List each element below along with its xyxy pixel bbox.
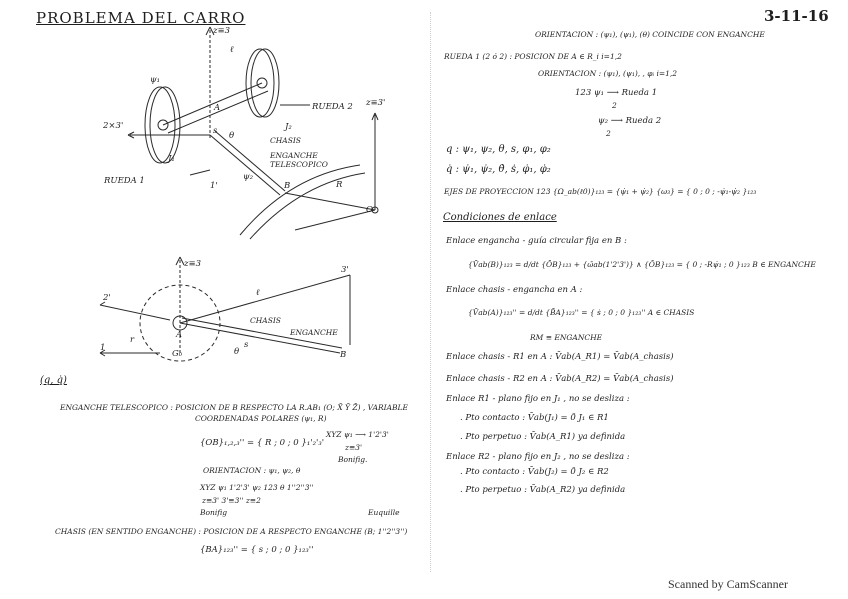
sketch2-z3: z≡3 bbox=[184, 259, 202, 269]
sketch1-rueda2: RUEDA 2 bbox=[312, 102, 353, 112]
scanner-watermark: Scanned by CamScanner bbox=[668, 577, 788, 591]
right-eq1: {V̄ab(B)}₁₂₃ = d/dt {ŌB}₁₂₃ + {ω̄ab(1'2'3')} ∧ {ŌB}₁₂₃ = { 0 ; -Rψ̇₁ ; 0 }₁₂₃ B ∈ ENGANCHE bbox=[468, 260, 816, 269]
right-pto-perpetuo1: . Pto perpetuo : V̄ab(A_R1) ya definida bbox=[460, 432, 626, 442]
sketch2-enganche: ENGANCHE bbox=[290, 328, 338, 337]
left-bonifig2: Bonifig bbox=[200, 508, 228, 517]
right-chain2-sub: 2 bbox=[606, 129, 611, 138]
sketch1-r: R bbox=[336, 180, 343, 190]
sketch1-z3p: z≡3' bbox=[366, 98, 386, 108]
sketch2-theta: θ bbox=[234, 347, 240, 357]
right-chasis-r2: Enlace chasis - R2 en A : V̄ab(A_R2) = V̄ab(A_chasis) bbox=[446, 374, 674, 384]
left-chasis-line: CHASIS (EN SENTIDO ENGANCHE) : POSICION DE A RESPECTO ENGANCHE (B; 1''2''3'') bbox=[55, 527, 408, 536]
right-q-line: q : ψ₁, ψ₂, θ, s, φ₁, φ₂ bbox=[446, 144, 551, 155]
wheel-2-sketch bbox=[251, 49, 279, 117]
sketch2-s: s bbox=[244, 340, 249, 350]
sketch2-g: G₀ bbox=[172, 349, 183, 359]
right-chain2: ψ₂ ⟶ Rueda 2 bbox=[598, 116, 662, 126]
left-z-eq: z≡3' bbox=[345, 443, 363, 452]
left-orient-line: ORIENTACION : ψ₁, ψ₂, θ bbox=[203, 466, 301, 475]
sketch1-l: ℓ bbox=[230, 45, 234, 55]
sketch1-z3: z≡3 bbox=[213, 26, 231, 36]
right-orientacion: ORIENTACION : (ψ₁), (ψ₁), (θ) COINCIDE CON ENGANCHE bbox=[535, 30, 765, 39]
right-enlace2: Enlace chasis - engancha en A : bbox=[446, 285, 583, 295]
sketch1-a: A bbox=[214, 103, 221, 113]
left-ba-vec: {BA}₁₂₃'' = { s ; 0 ; 0 }₁₂₃'' bbox=[200, 545, 314, 555]
sketch1-psi2: ψ₂ bbox=[243, 172, 254, 182]
sketch2-1: 1 bbox=[100, 343, 106, 353]
cart-3d-sketch bbox=[90, 25, 430, 240]
sketch2-2p: 2' bbox=[103, 293, 111, 303]
left-enganche-line: ENGANCHE TELESCOPICO : POSICION DE B RESPECTO LA R.AB₁ (O; X̄ Ȳ Z̄) , VARIABLE bbox=[60, 403, 408, 412]
left-chain-sub: z≡3' 3'≡3'' z≡2 bbox=[202, 496, 261, 505]
sketch1-j1: J₁ bbox=[168, 154, 175, 164]
sketch1-o: O bbox=[366, 205, 373, 215]
sketch2-a: A bbox=[176, 330, 183, 340]
left-chain-line: XYZ ψ₁ 1'2'3' ψ₂ 123 θ 1''2''3'' bbox=[200, 483, 314, 492]
left-coord-line: COORDENADAS POLARES (ψ₁, R) bbox=[195, 414, 327, 423]
sketch1-enganche: ENGANCHE TELESCOPICO bbox=[270, 151, 328, 169]
right-enlace1: Enlace engancha - guía circular fija en B : bbox=[446, 236, 627, 246]
left-xyz-line: XYZ ψ₁ ⟶ 1'2'3' bbox=[326, 430, 389, 439]
sketch2-3p: 3' bbox=[341, 265, 349, 275]
right-chain1: 123 ψ₁ ⟶ Rueda 1 bbox=[575, 88, 658, 98]
right-orient2: ORIENTACION : (ψ₁), (ψ₁), , φᵢ i=1,2 bbox=[538, 69, 678, 78]
sketch1-chasis: CHASIS bbox=[270, 136, 301, 145]
cart-top-sketch bbox=[100, 255, 430, 370]
page-date: 3-11-16 bbox=[764, 7, 829, 25]
left-euquille: Euquille bbox=[368, 508, 400, 517]
right-pto-contacto1: . Pto contacto : V̄ab(J₁) = 0̄ J₁ ∈ R1 bbox=[460, 413, 609, 423]
page-title: PROBLEMA DEL CARRO bbox=[36, 9, 246, 27]
sketch1-1p: 1' bbox=[210, 181, 218, 191]
sketch1-rueda1: RUEDA 1 bbox=[104, 176, 145, 186]
sketch1-2x3p: 2×3' bbox=[103, 121, 124, 131]
left-tag: (q, q̇) bbox=[40, 375, 67, 386]
sketch2-chasis: CHASIS bbox=[250, 316, 281, 325]
left-ob-vec: {OB}₁,₂,₃'' = { R ; 0 ; 0 }₁'₂'₃' bbox=[200, 438, 325, 448]
right-ejes: EJES DE PROYECCION 123 {Ω_ab(ℓ0)}₁₂₃ = {ψ̇₁ + ψ̇₂} {ω₃} = { 0 ; 0 ; -ψ̇₁-ψ̇₂ }₁₂₃ bbox=[444, 187, 757, 196]
column-divider bbox=[430, 12, 431, 572]
sketch1-s: s bbox=[213, 126, 218, 136]
right-qdot-line: q̇ : ψ̇₁, ψ̇₂, θ̇, ṡ, φ̇₁, φ̇₂ bbox=[446, 164, 551, 175]
right-r2-plano: Enlace R2 - plano fijo en J₂ , no se desliza : bbox=[446, 452, 630, 462]
right-eq2: {V̄ab(A)}₁₂₃'' = d/dt {B̄A}₁₂₃'' = { ṡ ; 0 ; 0 }₁₂₃'' A ∈ CHASIS bbox=[468, 308, 695, 317]
right-cond-title: Condiciones de enlace bbox=[443, 212, 557, 223]
sketch2-ell: ℓ bbox=[256, 288, 260, 298]
right-rueda-line: RUEDA 1 (2 ó 2) : POSICION DE A ∈ R_i i=1,2 bbox=[444, 52, 622, 61]
sketch1-j2: J₂ bbox=[285, 122, 292, 132]
sketch1-theta: θ bbox=[229, 131, 235, 141]
right-r1-plano: Enlace R1 - plano fijo en J₁ , no se desliza : bbox=[446, 394, 630, 404]
right-pto-contacto2: . Pto contacto : V̄ab(J₂) = 0̄ J₂ ∈ R2 bbox=[460, 467, 609, 477]
sketch1-b: B bbox=[284, 181, 291, 191]
right-chain1-sub: 2 bbox=[612, 101, 617, 110]
sketch1-psi1: ψ₁ bbox=[150, 75, 161, 85]
sketch2-b: B bbox=[340, 350, 347, 360]
right-rm-line: RM ≡ ENGANCHE bbox=[530, 333, 603, 342]
right-chasis-r1: Enlace chasis - R1 en A : V̄ab(A_R1) = V̄ab(A_chasis) bbox=[446, 352, 674, 362]
left-bonifig: Bonifig. bbox=[338, 455, 368, 464]
right-pto-perpetuo2: . Pto perpetuo : V̄ab(A_R2) ya definida bbox=[460, 485, 626, 495]
sketch2-r: r bbox=[130, 335, 135, 345]
